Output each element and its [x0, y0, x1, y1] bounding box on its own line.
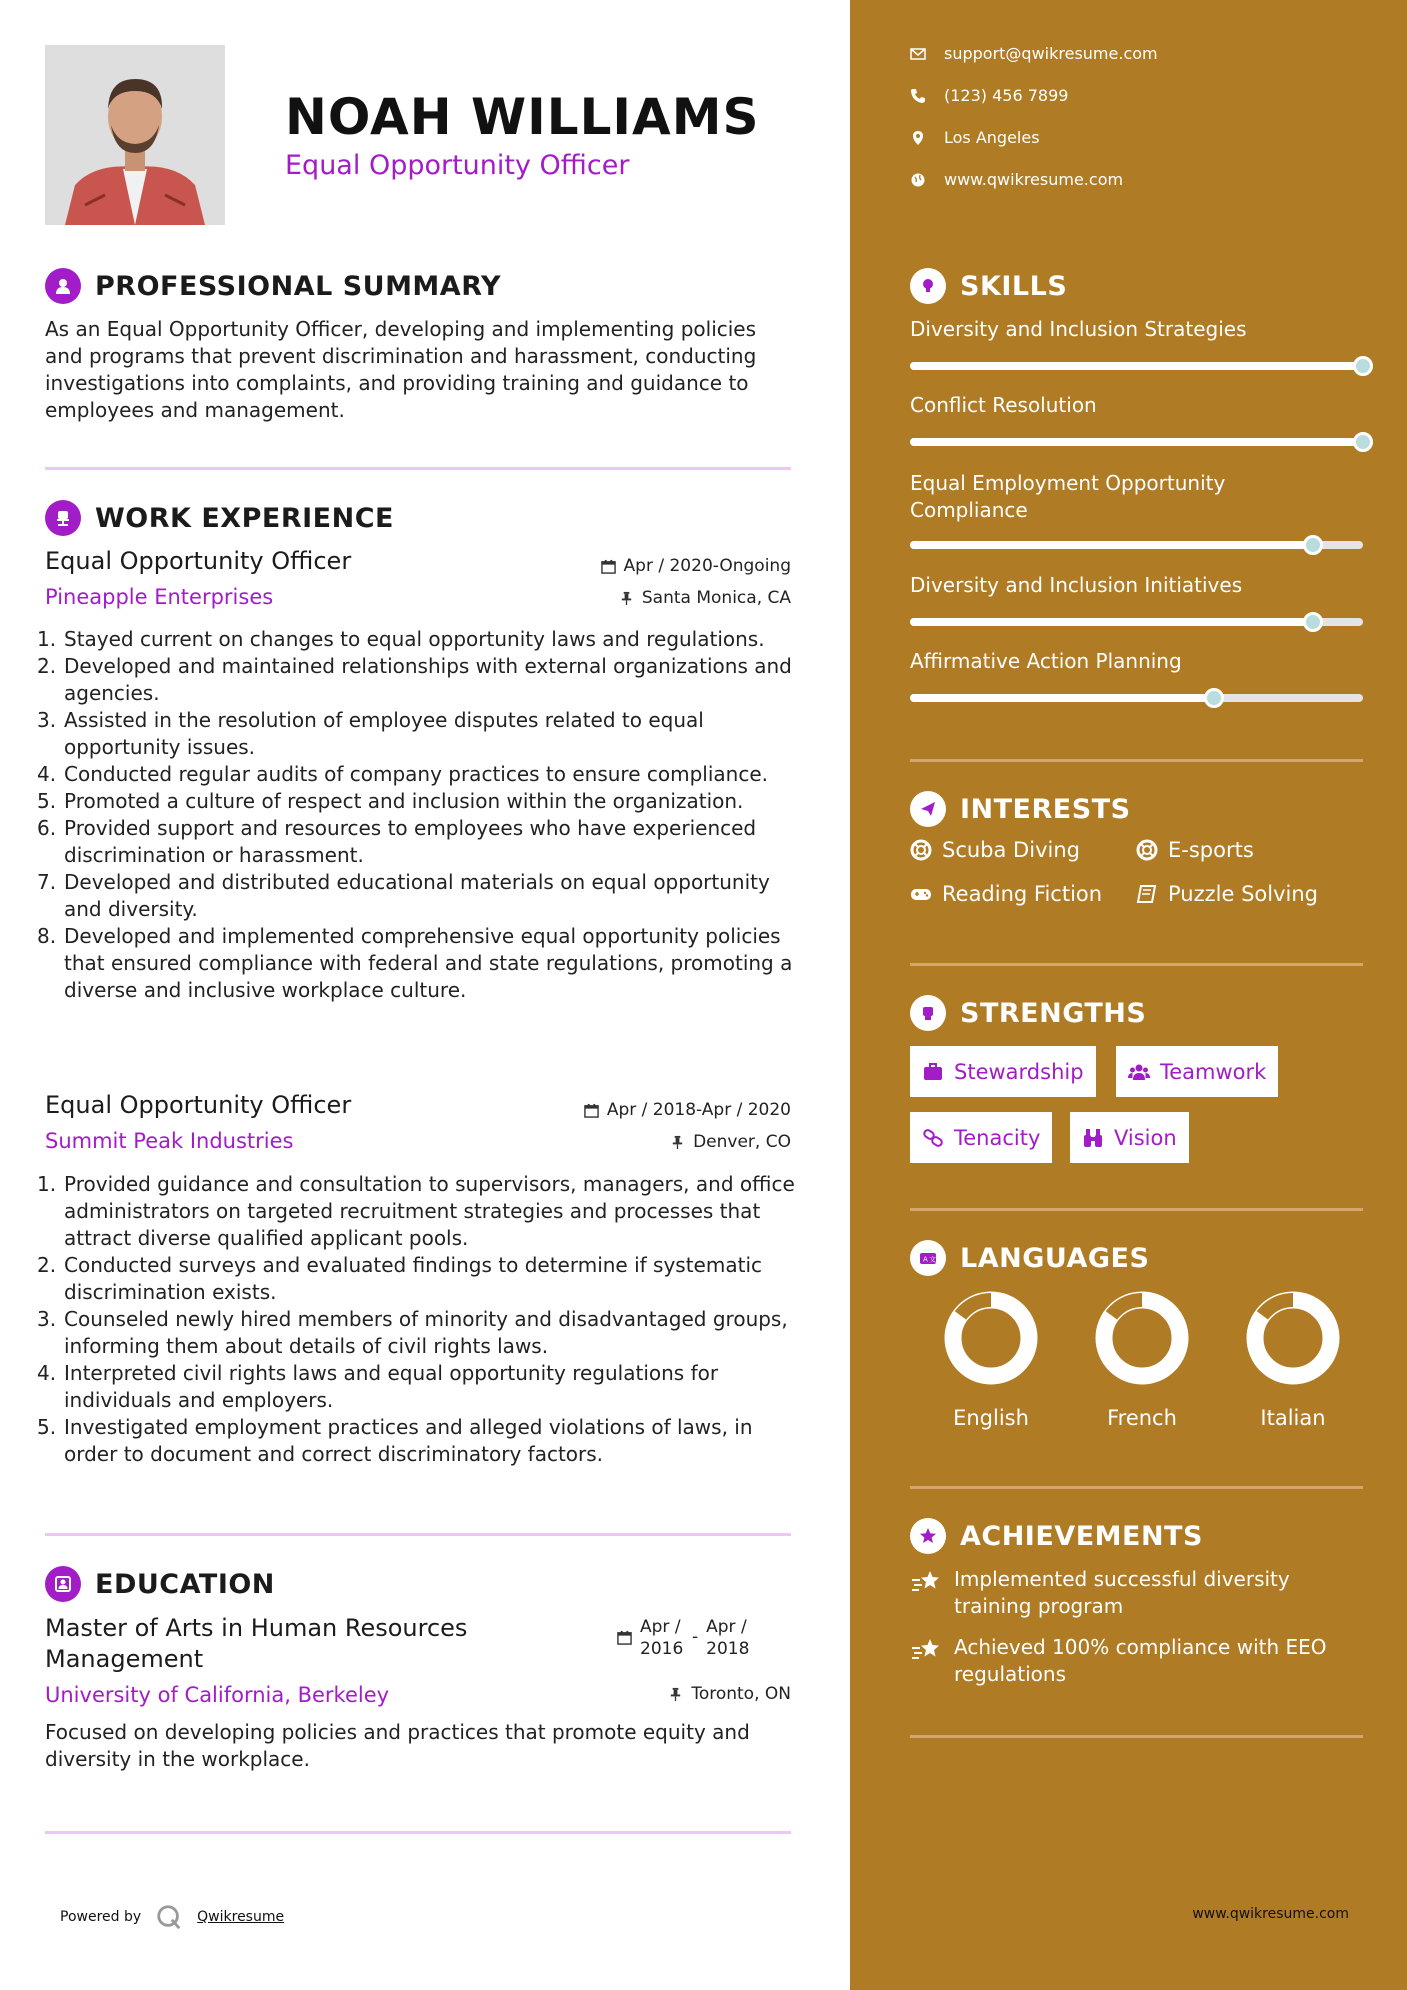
users-icon — [1128, 1061, 1150, 1083]
divider — [45, 467, 791, 470]
graduate-icon — [45, 1566, 81, 1602]
list-item: Investigated employment practices and alleged violations of laws, in order to document and correct discriminatory factors. — [64, 1415, 753, 1466]
strengths-heading: STRENGTHS — [910, 995, 1146, 1031]
education-heading: EDUCATION — [45, 1566, 275, 1602]
briefcase-chair-icon — [45, 500, 81, 536]
achievement-item: Achieved 100% compliance with EEO regulations — [910, 1634, 1350, 1688]
book-icon — [1136, 883, 1158, 905]
skill-name: Affirmative Action Planning — [910, 649, 1182, 673]
list-item: Developed and maintained relationships with external organizations and agencies. — [64, 654, 792, 705]
list-item: Stayed current on changes to equal opportunity laws and regulations. — [64, 627, 765, 651]
summary-text: As an Equal Opportunity Officer, developing and implementing policies and programs that prevent discrimination and harassment, conducting investigations into complaints, and providing training and guidance to employees and management. — [45, 317, 757, 422]
job-2-date: Apr / 2018-Apr / 2020 — [584, 1100, 791, 1120]
gamepad-icon — [910, 883, 932, 905]
language-item — [936, 1290, 1046, 1430]
contact-location: Los Angeles — [910, 128, 1040, 147]
interest-item: Scuba Diving — [910, 838, 1080, 862]
skill-level-knob — [1303, 612, 1323, 632]
skill-level-knob — [1353, 432, 1373, 452]
skill-bar-fill — [910, 618, 1313, 626]
paper-plane-icon — [910, 791, 946, 827]
school: University of California, Berkeley — [45, 1683, 390, 1707]
language-item — [1087, 1290, 1197, 1430]
skill-name: Equal Employment Opportunity Compliance — [910, 471, 1226, 522]
qwikresume-link[interactable]: Qwikresume — [197, 1909, 285, 1925]
shooting-star-icon — [910, 1636, 942, 1664]
job-1-location: Santa Monica, CA — [619, 588, 791, 608]
job-1-date: Apr / 2020-Ongoing — [601, 556, 791, 576]
list-item: Assisted in the resolution of employee disputes related to equal opportunity issues. — [64, 708, 704, 759]
list-item: Provided support and resources to employees who have experienced discrimination or harassment. — [64, 816, 757, 867]
qwikresume-logo-icon — [155, 1903, 183, 1931]
interest-item: Reading Fiction — [910, 882, 1102, 906]
fist-icon — [910, 995, 946, 1031]
list-item: Provided guidance and consultation to supervisors, managers, and office administrators on targeted recruitment strategies and processes that attract diverse qualified applicant pools. — [64, 1172, 795, 1250]
job-2-duties — [64, 1171, 799, 1468]
language-name: English — [953, 1406, 1029, 1430]
degree: Master of Arts in Human Resources Management — [45, 1614, 468, 1673]
summary-heading: PROFESSIONAL SUMMARY — [45, 268, 501, 304]
job-1-title: Equal Opportunity Officer — [45, 547, 352, 575]
strength-chip: Vision — [1070, 1112, 1189, 1163]
job-2-location: Denver, CO — [670, 1132, 791, 1152]
candidate-name: NOAH WILLIAMS — [285, 88, 760, 146]
svg-text:A: A — [923, 1255, 928, 1264]
contact-phone: (123) 456 7899 — [910, 86, 1068, 105]
map-marker-icon — [910, 130, 926, 146]
language-ring — [943, 1290, 1039, 1386]
pin-icon — [670, 1135, 685, 1150]
list-item: Developed and implemented comprehensive equal opportunity policies that ensured compliance with federal and state regulations, promoting a diverse and inclusive workplace culture. — [64, 924, 793, 1002]
language-ring — [1245, 1290, 1341, 1386]
language-ring — [1094, 1290, 1190, 1386]
skill-bar — [910, 541, 1363, 549]
strength-chip: Teamwork — [1116, 1046, 1278, 1097]
skill-level-knob — [1353, 356, 1373, 376]
star-badge-icon — [910, 1518, 946, 1554]
calendar-icon — [601, 559, 616, 574]
link-icon — [922, 1127, 944, 1149]
divider — [910, 759, 1363, 762]
interest-item: E-sports — [1136, 838, 1254, 862]
skill-name: Diversity and Inclusion Strategies — [910, 317, 1247, 341]
svg-text:文: 文 — [929, 1255, 936, 1264]
divider — [910, 1486, 1363, 1489]
skill-name: Diversity and Inclusion Initiatives — [910, 573, 1243, 597]
translate-icon — [910, 1240, 946, 1276]
skill-bar — [910, 694, 1363, 702]
skill-name: Conflict Resolution — [910, 393, 1097, 417]
calendar-icon — [584, 1103, 599, 1118]
skill-bar-fill — [910, 694, 1214, 702]
candidate-title: Equal Opportunity Officer — [285, 150, 630, 181]
list-item: Conducted surveys and evaluated findings to determine if systematic discrimination exists. — [64, 1253, 762, 1304]
interest-item: Puzzle Solving — [1136, 882, 1318, 906]
globe-icon — [910, 172, 926, 188]
strength-chip: Stewardship — [910, 1046, 1096, 1097]
skill-bar-fill — [910, 362, 1363, 370]
list-item: Conducted regular audits of company practices to ensure compliance. — [64, 762, 768, 786]
education-location: Toronto, ON — [668, 1684, 791, 1704]
experience-heading: WORK EXPERIENCE — [45, 500, 394, 536]
divider — [910, 963, 1363, 966]
divider — [910, 1208, 1363, 1211]
briefcase-icon — [922, 1061, 944, 1083]
skill-bar — [910, 438, 1363, 446]
lightbulb-icon — [910, 268, 946, 304]
skill-bar — [910, 362, 1363, 370]
divider — [45, 1831, 791, 1834]
sidebar — [850, 0, 1407, 1990]
education-description: Focused on developing policies and practices that promote equity and diversity in the workplace. — [45, 1720, 750, 1771]
envelope-icon — [910, 46, 926, 62]
language-name: Italian — [1260, 1406, 1326, 1430]
binoculars-icon — [1082, 1127, 1104, 1149]
skill-bar-fill — [910, 541, 1313, 549]
contact-website: www.qwikresume.com — [910, 170, 1123, 189]
skill-level-knob — [1204, 688, 1224, 708]
pin-icon — [668, 1687, 683, 1702]
language-name: French — [1107, 1406, 1177, 1430]
divider — [910, 1735, 1363, 1738]
life-ring-icon — [910, 839, 932, 861]
list-item: Promoted a culture of respect and inclusion within the organization. — [64, 789, 744, 813]
skill-bar — [910, 618, 1363, 626]
achievements-heading: ACHIEVEMENTS — [910, 1518, 1203, 1554]
education-date: Apr / 2016 - Apr / 2018 — [617, 1616, 750, 1660]
skills-heading: SKILLS — [910, 268, 1067, 304]
list-item: Counseled newly hired members of minority and disadvantaged groups, informing them about details of civil rights laws. — [64, 1307, 788, 1358]
list-item: Interpreted civil rights laws and equal opportunity regulations for individuals and employers. — [64, 1361, 719, 1412]
list-item: Developed and distributed educational materials on equal opportunity and diversity. — [64, 870, 770, 921]
achievement-item: Implemented successful diversity training program — [910, 1566, 1350, 1620]
profile-photo — [45, 45, 225, 225]
job-1-company: Pineapple Enterprises — [45, 585, 274, 609]
user-icon — [45, 268, 81, 304]
interests-heading: INTERESTS — [910, 791, 1131, 827]
job-2-title: Equal Opportunity Officer — [45, 1091, 352, 1119]
life-ring-icon — [1136, 839, 1158, 861]
calendar-icon — [617, 1630, 632, 1645]
language-item — [1238, 1290, 1348, 1430]
divider — [45, 1533, 791, 1536]
shooting-star-icon — [910, 1568, 942, 1596]
job-1-duties — [64, 626, 799, 1004]
powered-by: Powered by Qwikresume — [60, 1903, 284, 1931]
contact-email: support@qwikresume.com — [910, 44, 1158, 63]
footer-website[interactable]: www.qwikresume.com — [1192, 1906, 1349, 1922]
languages-heading: A 文 LANGUAGES — [910, 1240, 1149, 1276]
job-2-company: Summit Peak Industries — [45, 1129, 294, 1153]
skill-level-knob — [1303, 535, 1323, 555]
phone-icon — [910, 88, 926, 104]
strength-chip: Tenacity — [910, 1112, 1052, 1163]
pin-icon — [619, 591, 634, 606]
skill-bar-fill — [910, 438, 1363, 446]
